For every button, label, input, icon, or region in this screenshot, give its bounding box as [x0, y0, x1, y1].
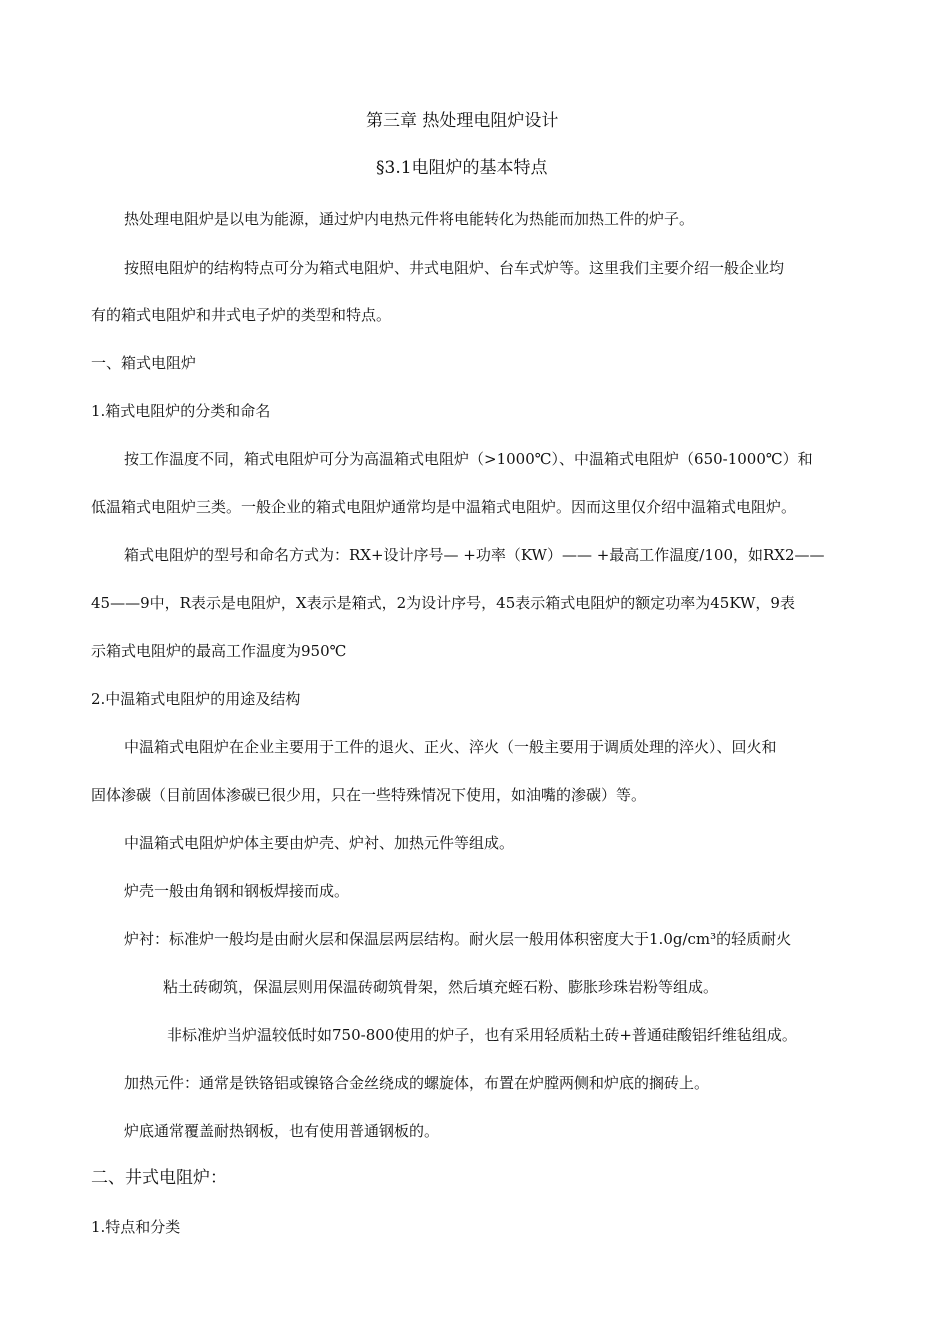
paragraph-line: 按工作温度不同，箱式电阻炉可分为高温箱式电阻炉（>1000℃）、中温箱式电阻炉（650-1000℃）和	[124, 450, 813, 468]
paragraph-line: 低温箱式电阻炉三类。一般企业的箱式电阻炉通常均是中温箱式电阻炉。因而这里仅介绍中温箱式电阻炉。	[91, 498, 797, 516]
paragraph-line: 箱式电阻炉的型号和命名方式为：RX+设计序号— +功率（KW）—— +最高工作温度/100，如RX2——	[124, 546, 825, 564]
paragraph-line: 示箱式电阻炉的最高工作温度为950℃	[91, 642, 347, 660]
paragraph-line: 固体渗碳（目前固体渗碳已很少用，只在一些特殊情况下使用，如油嘴的渗碳）等。	[91, 786, 647, 804]
paragraph-line: 粘土砖砌筑，保温层则用保温砖砌筑骨架，然后填充蛭石粉、膨胀珍珠岩粉等组成。	[163, 978, 719, 996]
paragraph-line: 45——9中，R表示是电阻炉，X表示是箱式，2为设计序号，45表示箱式电阻炉的额定功率为45KW，9表	[91, 594, 795, 612]
subheading-classification: 1.箱式电阻炉的分类和命名	[91, 402, 271, 420]
paragraph-line: 炉壳一般由角钢和钢板焊接而成。	[124, 882, 350, 900]
paragraph-line: 炉底通常覆盖耐热钢板，也有使用普通钢板的。	[124, 1122, 440, 1140]
paragraph-line: 按照电阻炉的结构特点可分为箱式电阻炉、井式电阻炉、台车式炉等。这里我们主要介绍一般企业均	[124, 259, 785, 277]
section-title: §3.1电阻炉的基本特点	[376, 158, 548, 178]
paragraph-line: 热处理电阻炉是以电为能源，通过炉内电热元件将电能转化为热能而加热工件的炉子。	[124, 210, 695, 228]
paragraph-line: 非标准炉当炉温较低时如750-800使用的炉子，也有采用轻质粘土砖+普通硅酸铝纤维毡组成。	[167, 1026, 797, 1044]
paragraph-line: 加热元件：通常是铁铬铝或镍铬合金丝绕成的螺旋体，布置在炉膛两侧和炉底的搁砖上。	[124, 1074, 710, 1092]
heading-box-furnace: 一、箱式电阻炉	[91, 354, 197, 372]
paragraph-line: 中温箱式电阻炉在企业主要用于工件的退火、正火、淬火（一般主要用于调质处理的淬火）、回火和	[124, 738, 777, 756]
paragraph-line: 有的箱式电阻炉和井式电子炉的类型和特点。	[91, 306, 392, 324]
subheading-features: 1.特点和分类	[91, 1218, 181, 1236]
subheading-use-structure: 2.中温箱式电阻炉的用途及结构	[91, 690, 301, 708]
chapter-title: 第三章 热处理电阻炉设计	[366, 111, 559, 131]
paragraph-line: 中温箱式电阻炉炉体主要由炉壳、炉衬、加热元件等组成。	[124, 834, 515, 852]
paragraph-line: 炉衬：标准炉一般均是由耐火层和保温层两层结构。耐火层一般用体积密度大于1.0g/cm³的轻质耐火	[124, 930, 792, 948]
heading-pit-furnace: 二、井式电阻炉：	[91, 1168, 227, 1188]
